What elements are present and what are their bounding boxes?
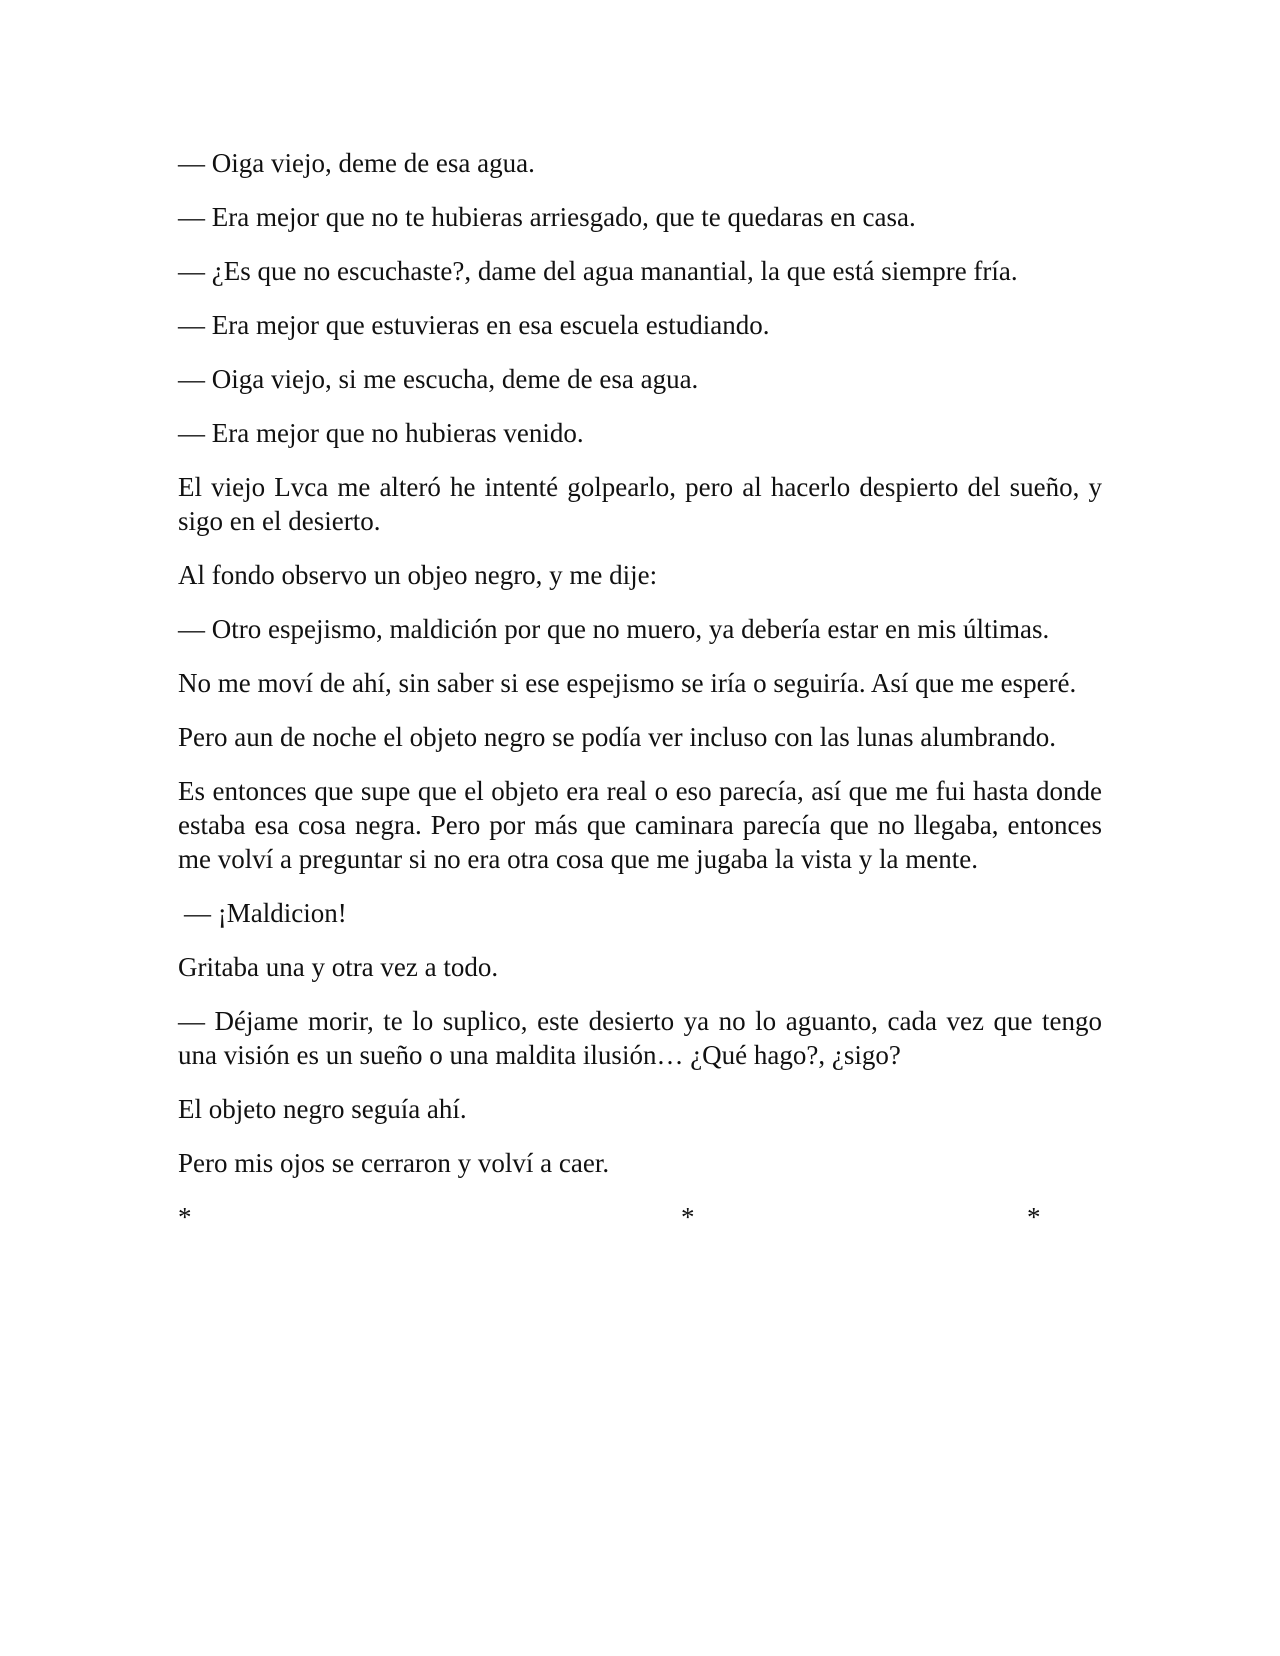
separator-asterisk: *	[681, 1202, 695, 1232]
dialogue-line: — Era mejor que no hubieras venido.	[178, 418, 584, 448]
dialogue-line: — Oiga viejo, si me escucha, deme de esa agua.	[178, 364, 699, 394]
narrative-paragraph: No me moví de ahí, sin saber si ese espejismo se iría o seguiría. Así que me esperé.	[178, 668, 1077, 698]
narrative-paragraph: Es entonces que supe que el objeto era real o eso parecía, así que me fui hasta donde estaba esa cosa negra. Pero por más que caminara parecía que no llegaba, entonces me volví a preguntar si no era otra cosa que me jugaba la vista y la mente.	[178, 776, 1102, 874]
narrative-paragraph: El objeto negro seguía ahí.	[178, 1094, 467, 1124]
document-page	[178, 146, 1102, 1234]
dialogue-line: — ¡Maldicion!	[184, 898, 347, 928]
narrative-paragraph: Pero aun de noche el objeto negro se podía ver incluso con las lunas alumbrando.	[178, 722, 1057, 752]
narrative-paragraph: El viejo Lvca me alteró he intenté golpearlo, pero al hacerlo despierto del sueño, y sigo en el desierto.	[178, 472, 1102, 536]
dialogue-line: — Oiga viejo, deme de esa agua.	[178, 148, 535, 178]
narrative-paragraph: Gritaba una y otra vez a todo.	[178, 952, 499, 982]
separator-asterisk: *	[178, 1202, 192, 1232]
narrative-paragraph: Al fondo observo un objeo negro, y me dije:	[178, 560, 658, 590]
scene-separator	[178, 1200, 1102, 1234]
dialogue-line: — Era mejor que estuvieras en esa escuela estudiando.	[178, 310, 770, 340]
dialogue-line: — ¿Es que no escuchaste?, dame del agua manantial, la que está siempre fría.	[178, 256, 1018, 286]
dialogue-line: — Otro espejismo, maldición por que no muero, ya debería estar en mis últimas.	[178, 614, 1050, 644]
dialogue-line: — Déjame morir, te lo suplico, este desierto ya no lo aguanto, cada vez que tengo una visión es un sueño o una maldita ilusión… ¿Qué hago?, ¿sigo?	[178, 1006, 1102, 1070]
narrative-paragraph: Pero mis ojos se cerraron y volví a caer.	[178, 1148, 610, 1178]
separator-asterisk: *	[1027, 1202, 1041, 1232]
dialogue-line: — Era mejor que no te hubieras arriesgado, que te quedaras en casa.	[178, 202, 916, 232]
